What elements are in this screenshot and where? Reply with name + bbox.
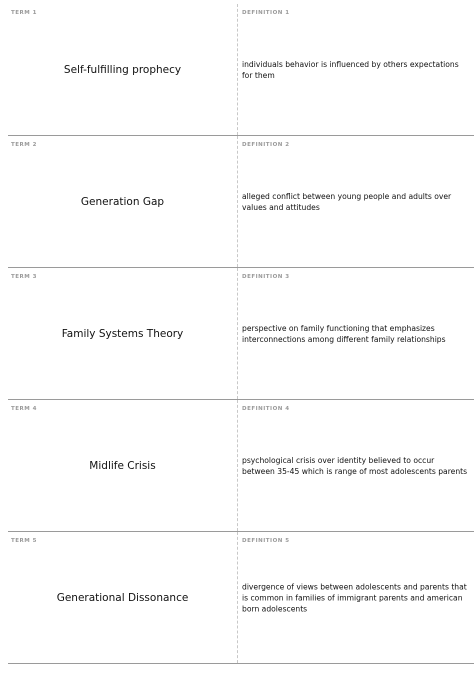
definition-text: individuals behavior is influenced by others expectations for them (242, 59, 459, 80)
term-text: Family Systems Theory (61, 327, 184, 340)
term-label: TERM 2 (11, 142, 37, 148)
term-text: Self-fulfilling prophecy (63, 63, 182, 76)
term-cell (8, 136, 237, 267)
term-cell (8, 400, 237, 531)
term-text: Generation Gap (80, 195, 165, 208)
term-cell (8, 4, 237, 135)
definition-cell (237, 268, 474, 399)
definition-text: psychological crisis over identity believed to occur between 35-45 which is range of most adolescents parents (242, 455, 468, 476)
term-text: Generational Dissonance (56, 591, 189, 604)
definition-label: DEFINITION 1 (242, 10, 290, 16)
flashcard-row (8, 532, 474, 664)
definition-text: alleged conflict between young people and adults over values and attitudes (242, 191, 452, 212)
definition-label: DEFINITION 3 (242, 274, 290, 280)
definition-cell (237, 4, 474, 135)
definition-text: perspective on family functioning that emphasizes interconnections among different family relationships (242, 323, 446, 344)
term-label: TERM 5 (11, 538, 37, 544)
definition-label: DEFINITION 4 (242, 406, 290, 412)
definition-label: DEFINITION 2 (242, 142, 290, 148)
flashcard-sheet (8, 4, 474, 666)
flashcard-row (8, 400, 474, 532)
flashcard-row (8, 136, 474, 268)
term-cell (8, 532, 237, 663)
term-cell (8, 268, 237, 399)
definition-cell (237, 136, 474, 267)
definition-text: divergence of views between adolescents and parents that is common in families of immigrant parents and american born adolescents (242, 582, 467, 613)
definition-cell (237, 532, 474, 663)
flashcard-row (8, 268, 474, 400)
term-label: TERM 3 (11, 274, 37, 280)
term-label: TERM 1 (11, 10, 37, 16)
definition-cell (237, 400, 474, 531)
term-text: Midlife Crisis (89, 459, 156, 472)
flashcard-row (8, 4, 474, 136)
term-label: TERM 4 (11, 406, 37, 412)
definition-label: DEFINITION 5 (242, 538, 290, 544)
